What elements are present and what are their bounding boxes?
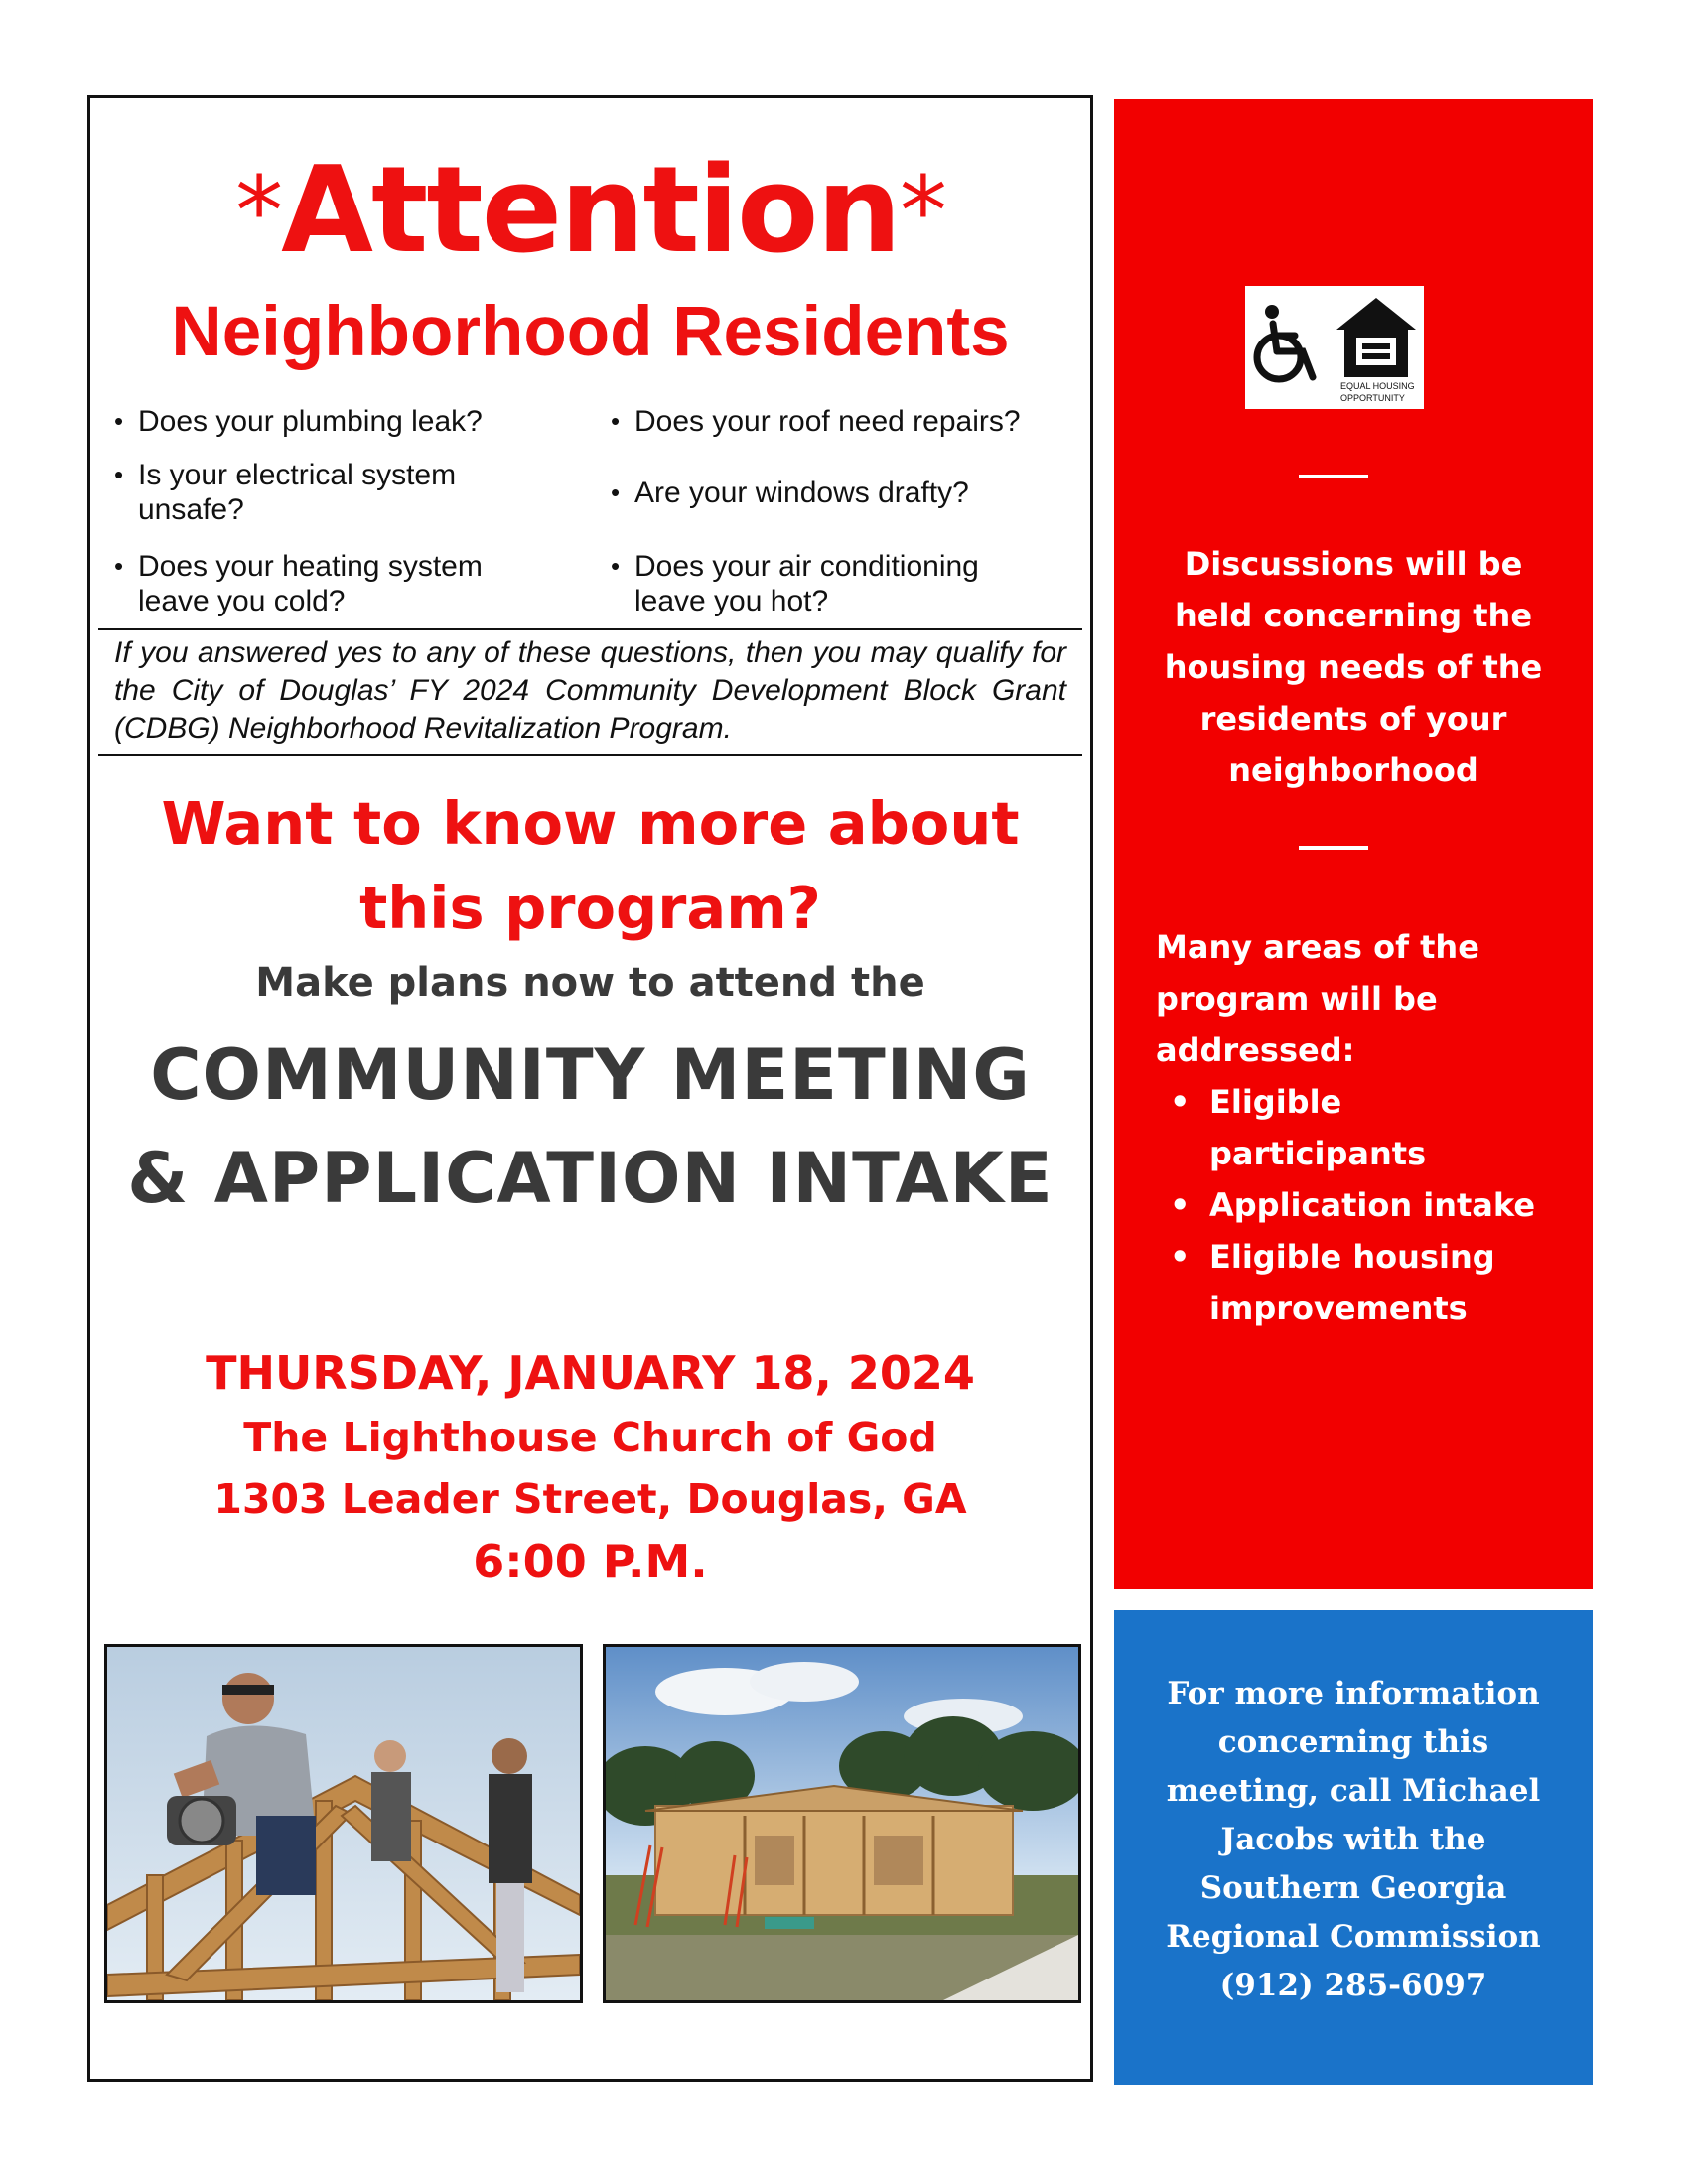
white-divider xyxy=(1299,846,1368,850)
event-venue: The Lighthouse Church of God xyxy=(243,1414,937,1461)
event-address: 1303 Leader Street, Douglas, GA xyxy=(213,1475,967,1523)
make-plans-text: Make plans now to attend the xyxy=(255,960,925,1006)
title-word: Attention xyxy=(281,142,900,280)
question-item: • Does your air conditioning leave you hot? xyxy=(611,549,1048,618)
contact-line: concerning this xyxy=(1217,1724,1489,1760)
question-item: • Does your heating system leave you cold? xyxy=(114,549,551,618)
accessibility-and-equal-housing-icons xyxy=(1245,286,1424,409)
meeting-line-1: COMMUNITY MEETING xyxy=(150,1034,1031,1116)
event-time: 6:00 P.M. xyxy=(473,1535,708,1588)
question-item: • Are your windows drafty? xyxy=(611,476,1048,510)
sidebar-red-panel xyxy=(1114,99,1593,1589)
wheelchair-icon xyxy=(1257,324,1313,379)
want-to-know-heading xyxy=(90,781,1090,950)
discussion-line: held concerning the xyxy=(1174,597,1533,634)
program-area-item: • Application intake xyxy=(1209,1179,1567,1231)
areas-line: program will be xyxy=(1156,980,1438,1018)
divider-line xyxy=(98,754,1082,756)
contact-line: Jacobs with the xyxy=(1220,1822,1486,1857)
meeting-line-2: & APPLICATION INTAKE xyxy=(127,1138,1054,1219)
question-item: • Is your electrical system unsafe? xyxy=(114,458,551,527)
program-area-item: • Eligible participants xyxy=(1209,1076,1567,1179)
title-star-right: * xyxy=(899,156,945,267)
roof-workers-image xyxy=(107,1647,580,2000)
contact-text xyxy=(1114,1670,1593,2010)
neighborhood-residents-heading: Neighborhood Residents xyxy=(171,293,1010,371)
contact-line: meeting, call Michael xyxy=(1166,1773,1541,1809)
contact-phone: (912) 285-6097 xyxy=(1219,1968,1487,2003)
contact-line: Regional Commission xyxy=(1166,1919,1541,1955)
discussion-line: housing needs of the xyxy=(1164,648,1543,686)
discussion-text xyxy=(1114,538,1593,796)
question-item: • Does your plumbing leak? xyxy=(114,404,551,439)
areas-line: Many areas of the xyxy=(1156,928,1479,966)
roof-workers-photo xyxy=(104,1644,583,2003)
white-divider xyxy=(1299,475,1368,478)
community-meeting-heading xyxy=(90,1024,1090,1230)
house-construction-image xyxy=(606,1647,1078,2000)
house-construction-photo xyxy=(603,1644,1081,2003)
equal-housing-icon xyxy=(1336,298,1416,377)
equal-housing-text-1: EQUAL HOUSING xyxy=(1340,381,1415,391)
divider-line xyxy=(98,628,1082,630)
want-line-2: this program? xyxy=(359,874,821,942)
flyer-main-panel xyxy=(87,95,1093,2082)
discussion-line: residents of your xyxy=(1199,700,1507,738)
contact-line: For more information xyxy=(1167,1676,1540,1711)
qualify-paragraph: If you answered yes to any of these questions, then you may qualify for the City of Douglas’ FY 2024 Community Development Block Grant (CDBG) Neighborhood Revitalization Program. xyxy=(114,636,1066,745)
program-area-item: • Eligible housing improvements xyxy=(1209,1231,1567,1334)
areas-line: addressed: xyxy=(1156,1031,1355,1069)
equal-housing-text-2: OPPORTUNITY xyxy=(1340,393,1405,403)
contact-line: Southern Georgia xyxy=(1199,1870,1507,1906)
title-star-left: * xyxy=(235,156,282,267)
question-item: • Does your roof need repairs? xyxy=(611,404,1048,439)
discussion-line: neighborhood xyxy=(1228,751,1478,789)
discussion-line: Discussions will be xyxy=(1184,545,1523,583)
program-areas-intro xyxy=(1156,921,1573,1076)
contact-blue-panel xyxy=(1114,1610,1593,2085)
want-line-1: Want to know more about xyxy=(161,789,1020,858)
event-date: THURSDAY, JANUARY 18, 2024 xyxy=(206,1346,975,1400)
equal-housing-logo xyxy=(1245,286,1424,409)
attention-title xyxy=(90,142,1090,281)
